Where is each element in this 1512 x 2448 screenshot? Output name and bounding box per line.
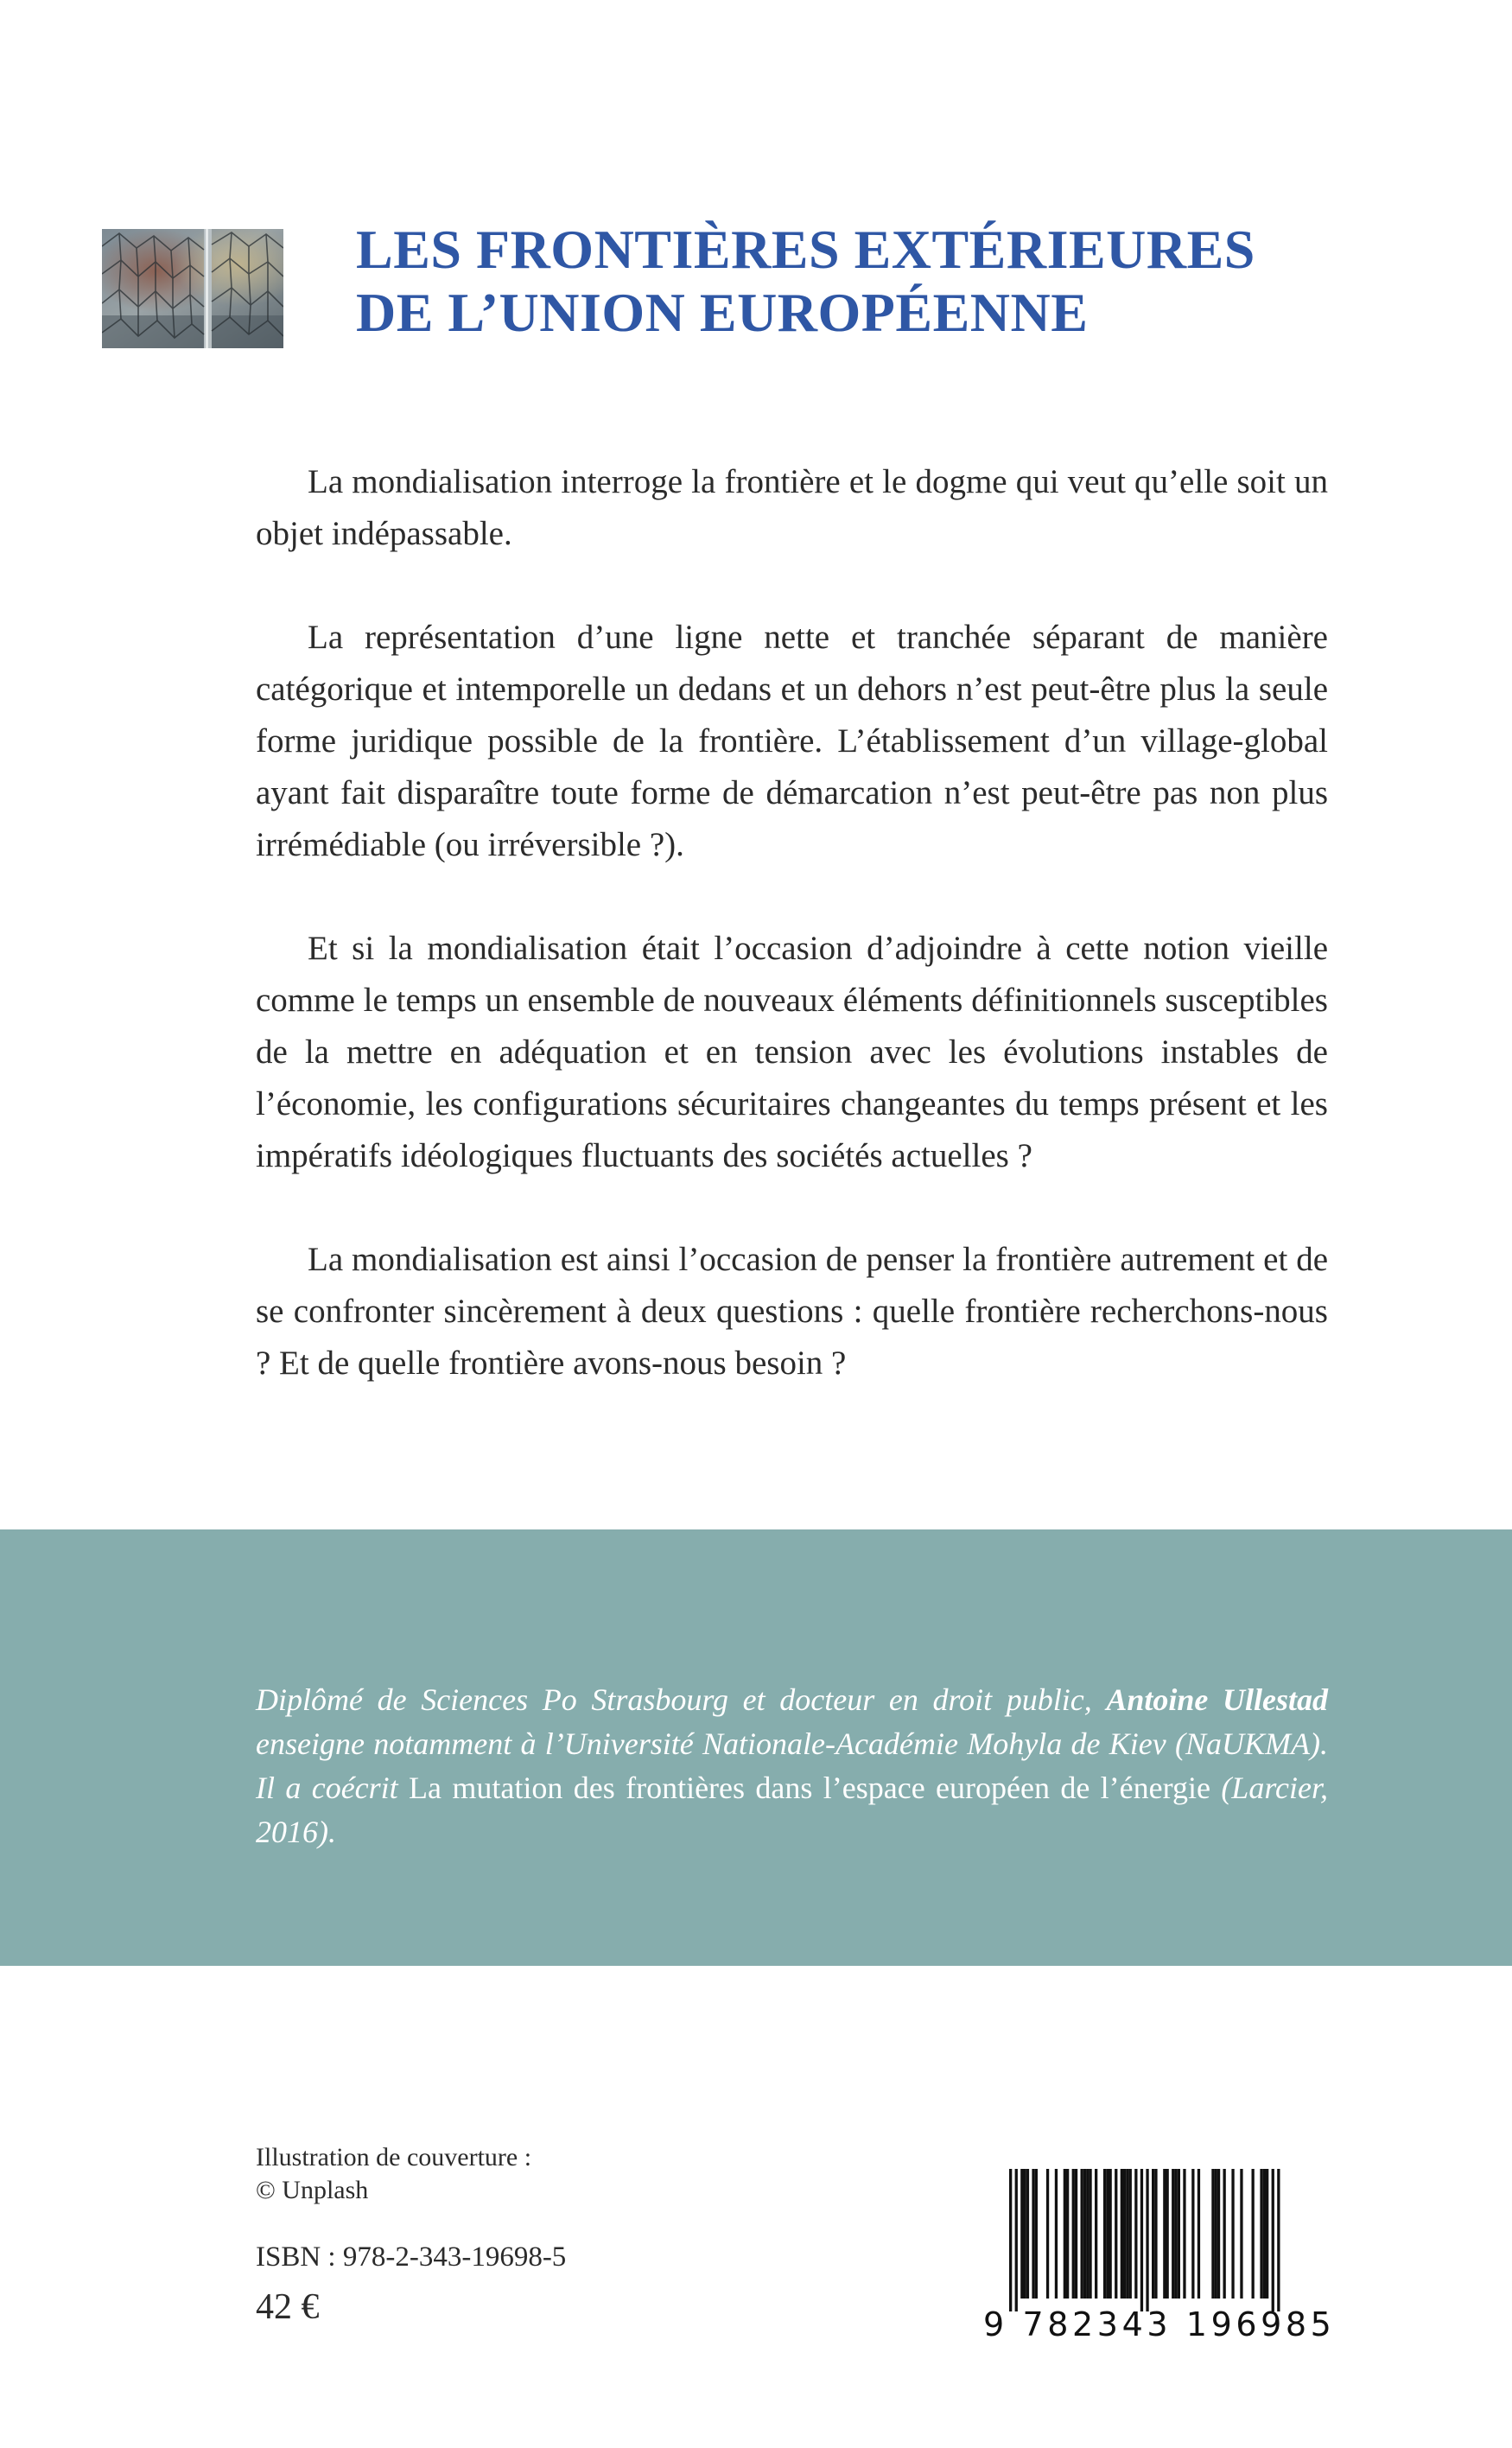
barcode-bar [1066, 2169, 1069, 2299]
barcode-bar [1106, 2169, 1109, 2299]
blurb-paragraph-3: Et si la mondialisation était l’occasion d’adjoindre à cette notion vieille comme le temps un ensemble de nouveaux éléments définitionnels susceptibles de la mettre en adéquation et en tension avec les évolutions instables de l’économie, les configurations sécuritaires changeantes du temps présent et les impératifs idéologiques fluctuants des sociétés actuelles ? [256, 930, 1328, 1174]
book-title-line-2: DE L’UNION EUROPÉENNE [356, 282, 1089, 343]
barcode-bar [1231, 2169, 1234, 2299]
barcode-bar [1263, 2169, 1266, 2299]
barcode-bar [1026, 2169, 1029, 2299]
barcode-bars [983, 2169, 1312, 2311]
barcode-bar [1277, 2169, 1280, 2311]
barcode-bar [1095, 2169, 1097, 2299]
cowritten-work-title: La mutation des frontières dans l’espace européen de l’énergie [409, 1771, 1210, 1805]
barcode-bar [1009, 2169, 1012, 2311]
blurb-paragraph-4: La mondialisation est ainsi l’occasion de penser la frontière autrement et de se confronter sincèrement à deux questions : quelle frontière recherchons-nous ? Et de quelle frontière avons-nous besoin ? [256, 1241, 1328, 1382]
barcode-bar [1191, 2169, 1194, 2299]
barcode-bar [1183, 2169, 1185, 2299]
barcode-bar [1109, 2169, 1112, 2299]
barcode-bar [1064, 2169, 1066, 2299]
author-bio-text-2: enseigne notamment à l’Université Nationale-Académie Mohyla de Kiev (NaUKMA). Il a coécrit [256, 1726, 1328, 1805]
blurb-paragraph-2: La représentation d’une ligne nette et tranchée séparant de manière catégorique et intemporelle un dedans et un dehors n’est peut-être plus la seule forme juridique possible de la frontière. L’établissement d’un village-global ayant fait disparaître toute forme de démarcation n’est peut-être pas non plus irrémédiable (ou irréversible ?). [256, 619, 1328, 863]
barcode-bar [1240, 2169, 1242, 2299]
barcode-bar [1154, 2169, 1157, 2299]
illustration-label: Illustration de couverture : [256, 2143, 532, 2171]
barcode-bar [1032, 2169, 1034, 2299]
barcode-bar [1086, 2169, 1089, 2299]
barcode-bar [1215, 2169, 1217, 2299]
book-title-line-1: LES FRONTIÈRES EXTÉRIEURES [356, 219, 1255, 280]
barcode-bar [1140, 2169, 1143, 2311]
barcode-bar [1198, 2169, 1200, 2299]
book-title [356, 218, 1393, 344]
barcode-bar [1055, 2169, 1058, 2299]
author-band [0, 1529, 1512, 1966]
cover-thumbnail [102, 229, 283, 348]
barcode-digits: 9 782343 196985 [983, 2305, 1336, 2343]
fence-photo-icon [102, 229, 283, 348]
barcode-bar [1046, 2169, 1049, 2299]
barcode-bar [1129, 2169, 1132, 2299]
barcode-bar [1266, 2169, 1268, 2299]
barcode-bar [1174, 2169, 1177, 2299]
barcode-bar [1115, 2169, 1117, 2299]
barcode-bar [1172, 2169, 1174, 2299]
barcode-bar [1075, 2169, 1077, 2299]
barcode-bar [1223, 2169, 1226, 2299]
barcode-bar [1163, 2169, 1166, 2299]
author-bio-text-1: Diplômé de Sciences Po Strasbourg et docteur en droit public, [256, 1682, 1107, 1717]
barcode-bar [1020, 2169, 1023, 2299]
barcode-bar [1081, 2169, 1083, 2299]
barcode-bar [1260, 2169, 1262, 2299]
barcode-bar [1178, 2169, 1180, 2299]
barcode-bar [1146, 2169, 1148, 2311]
barcode-bar [1103, 2169, 1106, 2299]
barcode-bar [1089, 2169, 1091, 2299]
author-bio [256, 1678, 1328, 1854]
blurb-paragraph-1: La mondialisation interroge la frontière et le dogme qui veut qu’elle soit un objet indépassable. [256, 463, 1328, 552]
isbn: ISBN : 978-2-343-19698-5 [256, 2241, 567, 2273]
illustration-credits [256, 2141, 531, 2207]
barcode-bar [1126, 2169, 1128, 2299]
barcode-bar [1072, 2169, 1075, 2299]
barcode-bar [1166, 2169, 1169, 2299]
barcode-bar [1211, 2169, 1214, 2299]
barcode-bar [1134, 2169, 1137, 2299]
barcode-bar [1035, 2169, 1038, 2299]
barcode-bar [1272, 2169, 1274, 2311]
barcode-bar [1152, 2169, 1154, 2299]
barcode-bar [1217, 2169, 1220, 2299]
barcode-bar [1252, 2169, 1255, 2299]
illustration-credit: © Unplash [256, 2176, 369, 2204]
barcode [983, 2169, 1336, 2350]
barcode-bar [1121, 2169, 1123, 2299]
barcode-bar [1083, 2169, 1086, 2299]
barcode-bar [1015, 2169, 1018, 2311]
blurb [256, 456, 1328, 1441]
barcode-bar [1024, 2169, 1026, 2299]
price: 42 € [256, 2287, 320, 2327]
author-name: Antoine Ullestad [1106, 1682, 1329, 1717]
barcode-bar [1123, 2169, 1126, 2299]
author-bio-text-3: (Larcier, 2016). [256, 1771, 1328, 1849]
